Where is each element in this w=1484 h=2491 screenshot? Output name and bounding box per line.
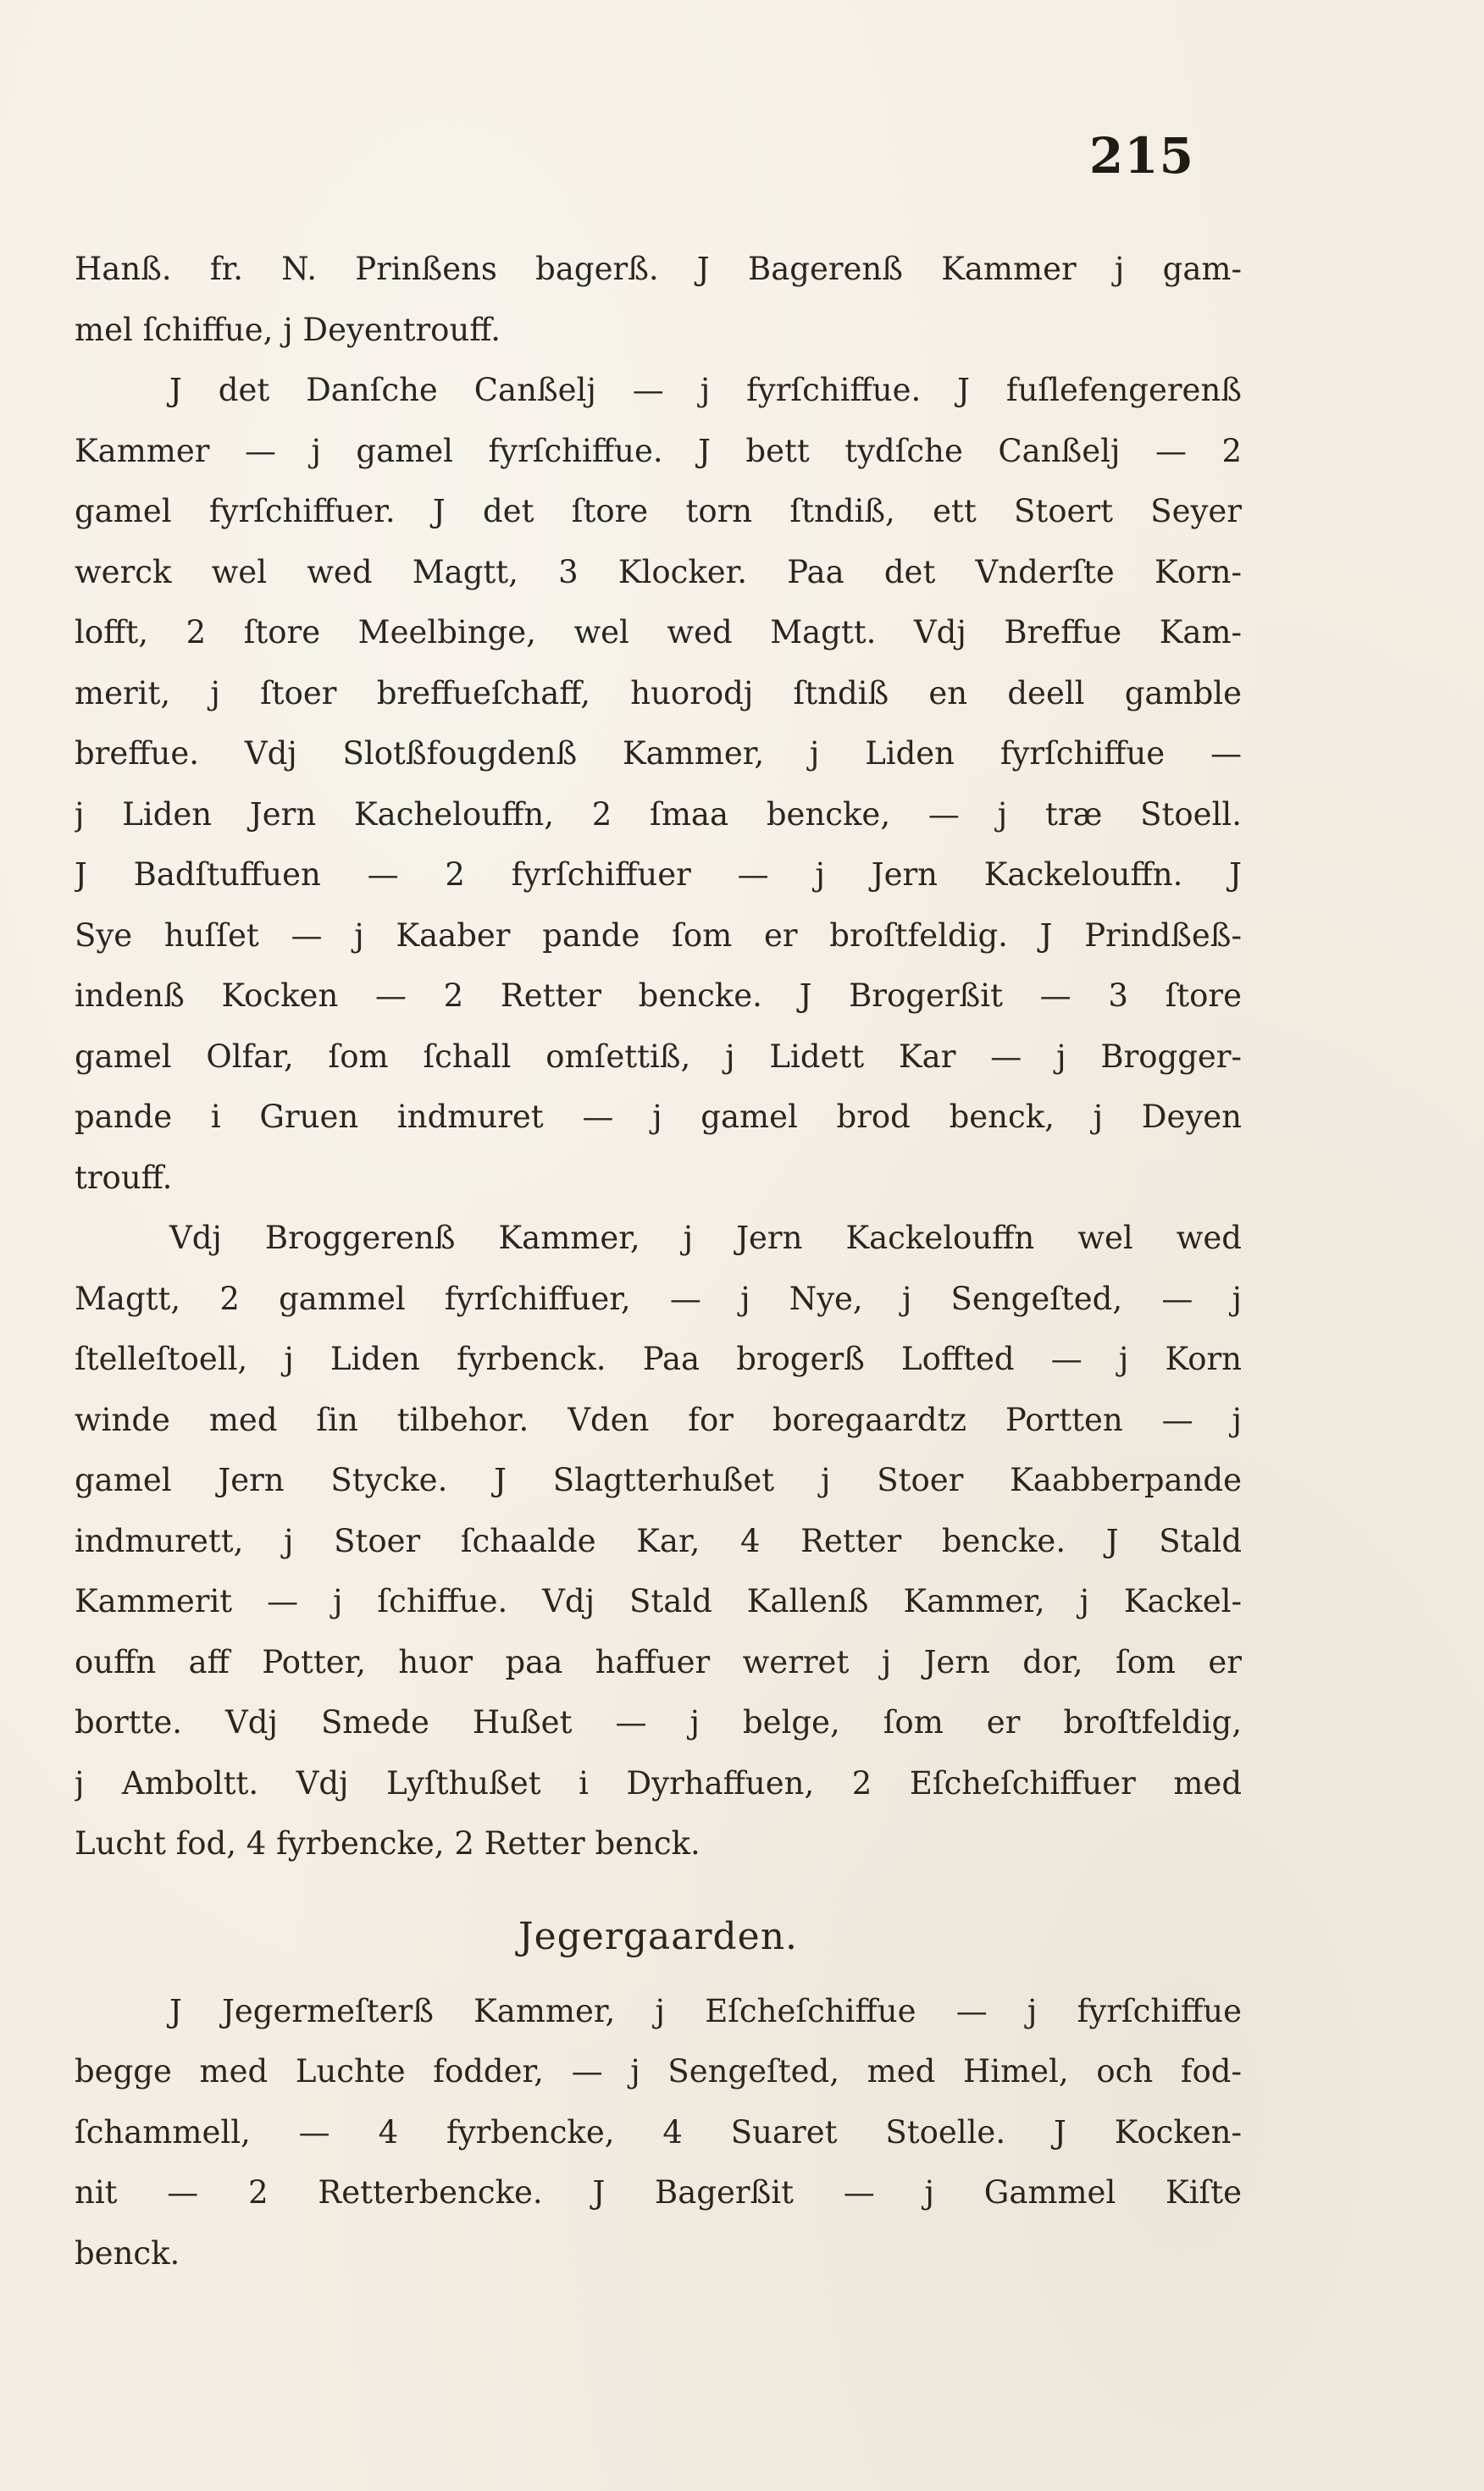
text-line: j Liden Jern Kachelouffn, 2 ſmaa bencke, — j træ Stoell. bbox=[75, 795, 1242, 833]
text-line: pande i Gruen indmuret — j gamel brod benck, j Deyen bbox=[75, 1099, 1242, 1135]
text-line: ſchammell, — 4 fyrbencke, 4 Suaret Stoelle. J Kocken- bbox=[75, 2113, 1242, 2151]
body-text bbox=[75, 239, 1242, 2283]
text-line: indenß Kocken — 2 Retter bencke. J Brogerßit — 3 ſtore bbox=[75, 977, 1242, 1014]
page-number: 215 bbox=[1088, 127, 1194, 185]
text-line: merit, j ſtoer breffueſchaff, huorodj ſtndiß en deell gamble bbox=[75, 674, 1242, 711]
text-line: Kammer — j gamel fyrſchiffue. J bett tydſche Canßelj — 2 bbox=[75, 432, 1242, 469]
text-line: Vdj Broggerenß Kammer, j Jern Kackelouffn wel wed bbox=[169, 1220, 1242, 1256]
text-line: benck. bbox=[75, 2234, 180, 2272]
text-line: J det Danſche Canßelj — j fyrſchiffue. J fuſlefengerenß bbox=[169, 372, 1242, 408]
text-line: werck wel wed Magtt, 3 Klocker. Paa det Vnderſte Korn- bbox=[75, 553, 1242, 590]
text-line: gamel fyrſchiffuer. J det ſtore torn ſtndiß, ett Stoert Seyer bbox=[75, 493, 1242, 529]
text-line: breffue. Vdj Slotßfougdenß Kammer, j Liden fyrſchiffue — bbox=[75, 735, 1242, 772]
text-line: ſtelleſtoell, j Liden fyrbenck. Paa brogerß Loffted — j Korn bbox=[75, 1341, 1242, 1377]
text-line: indmurett, j Stoer ſchaalde Kar, 4 Retter bencke. J Stald bbox=[75, 1522, 1242, 1559]
text-line: ouffn aff Potter, huor paa haffuer werret j Jern dor, ſom er bbox=[75, 1643, 1242, 1680]
text-line: Kammerit — j ſchiffue. Vdj Stald Kallenß Kammer, j Kackel- bbox=[75, 1583, 1242, 1619]
text-line: gamel Jern Stycke. J Slagtterhußet j Stoer Kaabberpande bbox=[75, 1462, 1242, 1498]
text-line: J Badſtuffuen — 2 fyrſchiffuer — j Jern Kackelouffn. J bbox=[75, 856, 1242, 893]
text-line: mel ſchiffue, j Deyentrouff. bbox=[75, 311, 501, 348]
text-line: bortte. Vdj Smede Hußet — j belge, ſom er broſtfeldig, bbox=[75, 1704, 1242, 1741]
text-line: nit — 2 Retterbencke. J Bagerßit — j Gammel Kiſte bbox=[75, 2174, 1242, 2211]
section-heading: Jegergaarden. bbox=[518, 1914, 799, 1958]
text-line: Magtt, 2 gammel fyrſchiffuer, — j Nye, j Sengeſted, — j bbox=[75, 1280, 1242, 1317]
text-line: trouff. bbox=[75, 1159, 173, 1196]
text-line: J Jegermeſterß Kammer, j Eſcheſchiffue — j fyrſchiffue bbox=[169, 1992, 1242, 2029]
text-line: lofft, 2 ſtore Meelbinge, wel wed Magtt. Vdj Breffue Kam- bbox=[75, 614, 1242, 650]
text-line: winde med ſin tilbehor. Vden for boregaardtz Portten — j bbox=[75, 1401, 1242, 1438]
text-line: j Amboltt. Vdj Lyſthußet i Dyrhaffuen, 2 Eſcheſchiffuer med bbox=[75, 1764, 1242, 1802]
text-line: Sye huſſet — j Kaaber pande ſom er broſtfeldig. J Prindßeß- bbox=[75, 916, 1242, 954]
text-line: Hanß. fr. N. Prinßens bagerß. J Bagerenß Kammer j gam- bbox=[75, 251, 1242, 287]
text-line: begge med Luchte fodder, — j Sengeſted, med Himel, och fod- bbox=[75, 2053, 1242, 2090]
text-line: gamel Olfar, ſom ſchall omſettiß, j Lidett Kar — j Brogger- bbox=[75, 1038, 1242, 1075]
text-line: Lucht fod, 4 fyrbencke, 2 Retter benck. bbox=[75, 1825, 700, 1862]
